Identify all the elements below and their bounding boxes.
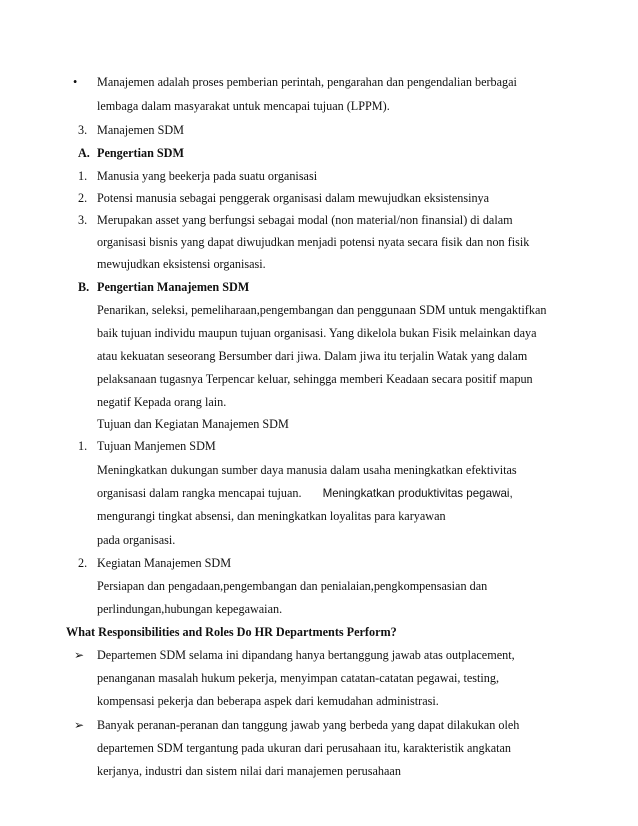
paragraph-line: perlindungan,hubungan kepegawaian. bbox=[97, 602, 283, 616]
list-item-text: Tujuan Manjemen SDM bbox=[97, 439, 216, 453]
list-number: 2. bbox=[78, 556, 88, 570]
section-letter: A. bbox=[78, 146, 90, 160]
section-heading: Pengertian Manajemen SDM bbox=[97, 280, 250, 294]
paragraph-line: mengurangi tingkat absensi, dan meningkatkan loyalitas para karyawan bbox=[97, 509, 446, 523]
paragraph-line: kerjanya, industri dan sistem nilai dari manajemen perusahaan bbox=[97, 764, 401, 778]
text-line-content: Manajemen adalah proses pemberian perintah, pengarahan dan pengendalian berbagai bbox=[97, 75, 517, 89]
paragraph-line: Tujuan dan Kegiatan Manajemen SDM bbox=[97, 417, 289, 431]
text-serif-part: organisasi dalam rangka mencapai tujuan. bbox=[97, 486, 302, 500]
list-number: 2. bbox=[78, 191, 88, 205]
list-number: 1. bbox=[78, 439, 88, 453]
text-line: mewujudkan eksistensi organisasi. bbox=[97, 257, 266, 271]
paragraph-line: atau kekuatan seseorang Bersumber dari jiwa. Dalam jiwa itu terjalin Watak yang dalam bbox=[97, 349, 528, 363]
paragraph-line: Persiapan dan pengadaan,pengembangan dan penialaian,pengkompensasian dan bbox=[97, 579, 488, 593]
list-number: 3. bbox=[78, 213, 88, 227]
paragraph-line: Banyak peranan-peranan dan tanggung jawab yang berbeda yang dapat dilakukan oleh bbox=[97, 718, 520, 732]
list-item-text: Manajemen SDM bbox=[97, 123, 184, 137]
paragraph-line: pada organisasi. bbox=[97, 533, 176, 547]
list-number: 3. bbox=[78, 123, 88, 137]
bullet-marker: • bbox=[73, 75, 78, 89]
text-line: lembaga dalam masyarakat untuk mencapai tujuan (LPPM). bbox=[97, 99, 390, 113]
paragraph-line: baik tujuan individu maupun tujuan organisasi. Yang dikelola bukan Fisik melainkan daya bbox=[97, 326, 537, 340]
section-heading: What Responsibilities and Roles Do HR Departments Perform? bbox=[66, 625, 397, 639]
paragraph-line: kompensasi pekerja dan beberapa aspek dari kemudahan administrasi. bbox=[97, 694, 439, 708]
list-item-text: Kegiatan Manajemen SDM bbox=[97, 556, 232, 570]
paragraph-line: pelaksanaan tugasnya Terpencar keluar, sehingga memberi Keadaan secara positif mapun bbox=[97, 372, 533, 386]
text-line bbox=[97, 236, 562, 248]
text-sans-part: Meningkatkan produktivitas pegawai, bbox=[322, 487, 513, 500]
section-letter: B. bbox=[78, 280, 90, 294]
paragraph-line: negatif Kepada orang lain. bbox=[97, 395, 227, 409]
paragraph-line: Departemen SDM selama ini dipandang hanya bertanggung jawab atas outplacement, bbox=[97, 648, 515, 662]
paragraph-line: penanganan masalah hukum pekerja, menyimpan catatan-catatan pegawai, testing, bbox=[97, 671, 500, 685]
text-line-content: organisasi bisnis yang dapat diwujudkan menjadi potensi nyata secara fisik dan non fisik bbox=[97, 235, 530, 249]
list-number: 1. bbox=[78, 169, 88, 183]
list-item-text: Potensi manusia sebagai penggerak organisasi dalam mewujudkan eksistensinya bbox=[97, 191, 490, 205]
list-item-text: Manusia yang beekerja pada suatu organisasi bbox=[97, 169, 318, 183]
text-line-content: Merupakan asset yang berfungsi sebagai modal (non material/non finansial) di dalam bbox=[97, 213, 513, 227]
text-line bbox=[97, 76, 562, 88]
section-heading: Pengertian SDM bbox=[97, 146, 184, 160]
paragraph-line: Meningkatkan dukungan sumber daya manusia dalam usaha meningkatkan efektivitas bbox=[97, 463, 517, 477]
paragraph-line bbox=[97, 487, 513, 500]
arrow-bullet-icon: ➢ bbox=[74, 718, 85, 732]
paragraph-line: Penarikan, seleksi, pemeliharaan,pengembangan dan penggunaan SDM untuk mengaktifkan bbox=[97, 303, 547, 317]
paragraph-line: departemen SDM tergantung pada ukuran dari perusahaan itu, karakteristik angkatan bbox=[97, 741, 512, 755]
arrow-bullet-icon: ➢ bbox=[74, 648, 85, 662]
text-line bbox=[97, 214, 562, 226]
